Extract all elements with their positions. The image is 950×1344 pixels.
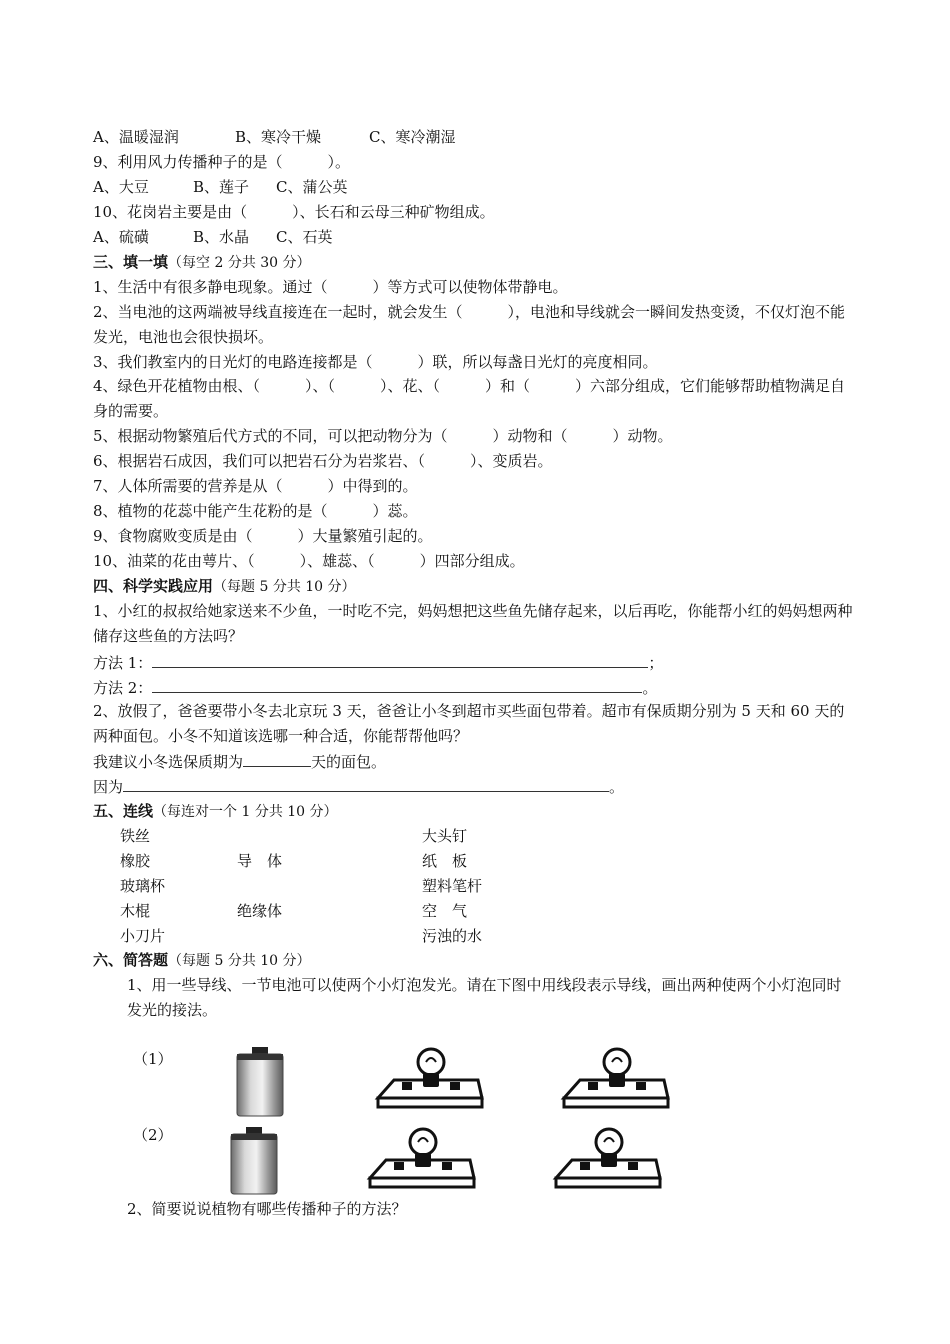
match-right-item[interactable]: 大头钉 <box>422 827 468 845</box>
q10-stem: 10、花岗岩主要是由（ ）、长石和云母三种矿物组成。 <box>93 203 495 221</box>
shelf-life-answer-line[interactable] <box>243 752 311 767</box>
because-label: 因为 <box>93 778 124 796</box>
fill-item-4: 4、绿色开花植物由根、（ ）、（ ）、花、（ ）和（ ）六部分组成，它们能够帮助植物满足自身的需要。 <box>93 377 846 420</box>
q9-stem: 9、利用风力传播种子的是（ ）。 <box>93 153 351 171</box>
match-middle-item[interactable]: 绝缘体 <box>237 902 283 920</box>
suggest-pre: 我建议小冬选保质期为 <box>93 753 244 771</box>
fill-item-1: 1、生活中有很多静电现象。通过（ ）等方式可以使物体带静电。 <box>93 278 568 296</box>
method2-answer-line[interactable] <box>152 678 642 693</box>
method2-label: 方法 2： <box>93 679 153 697</box>
fill-item-9: 9、食物腐败变质是由（ ）大量繁殖引起的。 <box>93 527 433 545</box>
fill-item-10: 10、油菜的花由萼片、（ ）、雄蕊、（ ）四部分组成。 <box>93 552 525 570</box>
because-row <box>93 777 624 796</box>
section6-title: 六、简答题 <box>93 951 169 969</box>
method1-answer-line[interactable] <box>152 653 648 668</box>
light-bulb-on-board-icon <box>366 1120 478 1194</box>
match-left-item[interactable]: 玻璃杯 <box>120 877 166 895</box>
light-bulb-on-board-icon <box>374 1040 486 1114</box>
match-left-item[interactable]: 铁丝 <box>120 827 151 845</box>
fill-item-5: 5、根据动物繁殖后代方式的不同，可以把动物分为（ ）动物和（ ）动物。 <box>93 427 673 445</box>
q8-option-a: A、温暖湿润 <box>93 128 179 146</box>
section5-heading <box>93 802 338 821</box>
match-left-item[interactable]: 木棍 <box>120 902 151 920</box>
section5-title: 五、连线 <box>93 802 154 820</box>
light-bulb-on-board-icon <box>552 1120 664 1194</box>
fill-item-2: 2、当电池的这两端被导线直接连在一起时，就会发生（ ），电池和导线就会一瞬间发热变烫，不仅灯泡不能发光，电池也会很快损坏。 <box>93 303 846 346</box>
section4-title: 四、科学实践应用 <box>93 577 214 595</box>
fill-item-3: 3、我们教室内的日光灯的电路连接都是（ ）联，所以每盏日光灯的亮度相同。 <box>93 353 658 371</box>
q9-option-b: B、莲子 <box>193 178 250 196</box>
practice-q1: 1、小红的叔叔给她家送来不少鱼，一时吃不完，妈妈想把这些鱼先储存起来，以后再吃，你能帮小红的妈妈想两种储存这些鱼的方法吗？ <box>93 602 853 645</box>
short-answer-q2: 2、简要说说植物有哪些传播种子的方法？ <box>127 1200 407 1218</box>
method2-row <box>93 678 657 697</box>
match-left-item[interactable]: 小刀片 <box>120 927 166 945</box>
section6-heading <box>93 951 311 970</box>
because-end: 。 <box>609 778 625 796</box>
section3-title: 三、填一填 <box>93 253 169 271</box>
q9-option-c: C、蒲公英 <box>276 178 348 196</box>
q9-options <box>93 178 347 196</box>
light-bulb-on-board-icon <box>560 1040 672 1114</box>
q9-option-a: A、大豆 <box>93 178 149 196</box>
practice-q2: 2、放假了，爸爸要带小冬去北京玩 3 天，爸爸让小冬到超市买些面包带着。超市有保质期分别为 5 天和 60 天的两种面包。小冬不知道该选哪一种合适，你能帮帮他吗？ <box>93 702 845 745</box>
match-right-item[interactable]: 塑料笔杆 <box>422 877 483 895</box>
fill-item-6: 6、根据岩石成因，我们可以把岩石分为岩浆岩、（ ）、变质岩。 <box>93 452 553 470</box>
method2-end: 。 <box>642 679 658 697</box>
q10-options <box>93 228 332 246</box>
because-answer-line[interactable] <box>123 777 609 792</box>
method1-end: ； <box>648 654 664 672</box>
match-right-item[interactable]: 污浊的水 <box>422 927 483 945</box>
match-left-item[interactable]: 橡胶 <box>120 852 151 870</box>
q10-option-b: B、水晶 <box>193 228 250 246</box>
match-right-item[interactable]: 空 气 <box>422 902 468 920</box>
match-middle-item[interactable]: 导 体 <box>237 852 283 870</box>
section3-note: （每空 2 分共 30 分） <box>168 255 311 271</box>
section4-note: （每题 5 分共 10 分） <box>213 579 356 595</box>
battery-icon <box>234 1046 286 1118</box>
short-answer-q1: 1、用一些导线、一节电池可以使两个小灯泡发光。请在下图中用线段表示导线，画出两种使两个小灯泡同时发光的接法。 <box>127 976 842 1019</box>
q8-option-b: B、寒冷干燥 <box>235 128 322 146</box>
method1-row <box>93 653 663 672</box>
q8-options <box>93 128 455 146</box>
section5-note: （每连对一个 1 分共 10 分） <box>153 804 338 820</box>
match-right-item[interactable]: 纸 板 <box>422 852 468 870</box>
diagram-label-2: （2） <box>133 1126 173 1144</box>
section6-note: （每题 5 分共 10 分） <box>168 953 311 969</box>
q10-option-c: C、石英 <box>276 228 333 246</box>
method1-label: 方法 1： <box>93 654 153 672</box>
suggest-row <box>93 752 386 771</box>
section4-heading <box>93 577 356 596</box>
fill-item-8: 8、植物的花蕊中能产生花粉的是（ ）蕊。 <box>93 502 418 520</box>
battery-icon <box>228 1126 280 1196</box>
diagram-label-1: （1） <box>133 1050 173 1068</box>
q8-option-c: C、寒冷潮湿 <box>369 128 456 146</box>
section3-heading <box>93 253 311 272</box>
fill-item-7: 7、人体所需要的营养是从（ ）中得到的。 <box>93 477 418 495</box>
suggest-post: 天的面包。 <box>311 753 387 771</box>
q10-option-a: A、硫磺 <box>93 228 149 246</box>
